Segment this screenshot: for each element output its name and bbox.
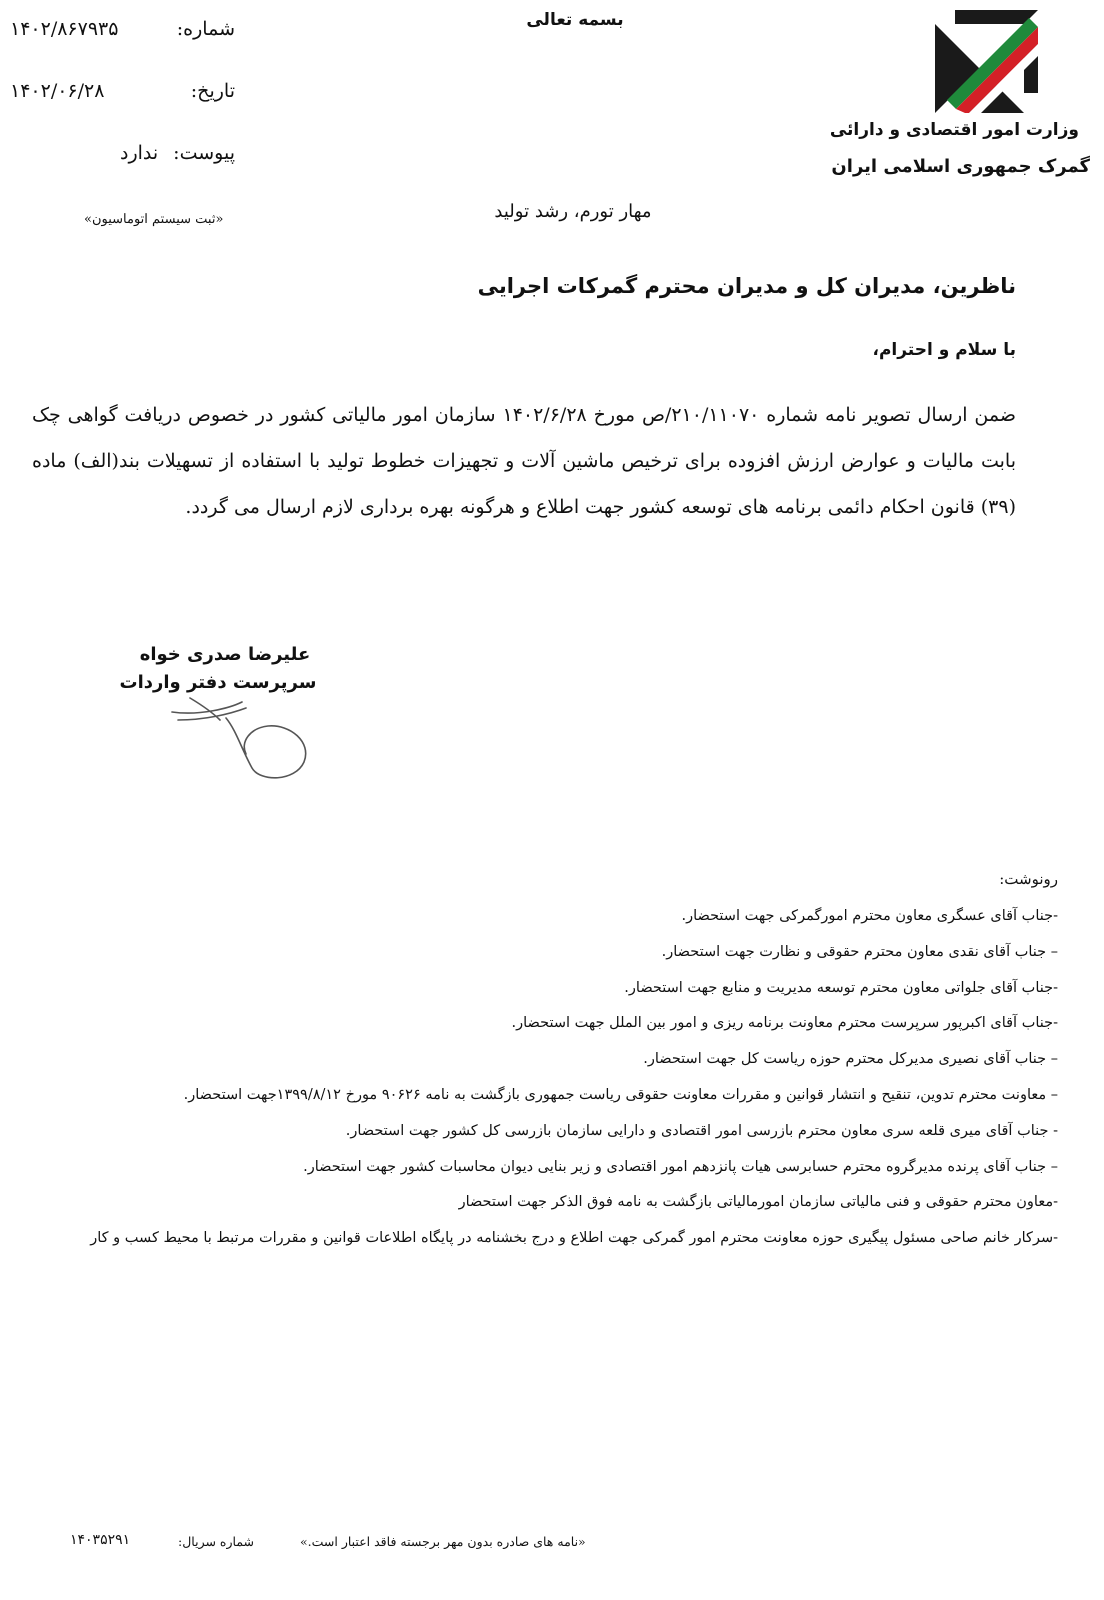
cc-item: - جناب آقای میری قلعه سری معاون محترم بازرسی امور اقتصادی و دارایی سازمان بازرسی کل کشور جهت استحضار. <box>345 1122 1058 1139</box>
letter-date-label: تاریخ: <box>190 80 235 102</box>
attachment-value: ندارد <box>120 142 159 164</box>
handwritten-signature-icon <box>160 690 320 785</box>
attachment-label: پیوست: <box>173 142 235 164</box>
cc-list <box>38 900 1058 1258</box>
cc-item: -جناب آقای جلواتی معاون محترم توسعه مدیریت و منابع جهت استحضار. <box>624 979 1058 996</box>
automation-registration-note: «ثبت سیستم اتوماسیون» <box>84 212 224 227</box>
letter-number-row <box>10 18 235 40</box>
bismillah-heading: بسمه تعالی <box>526 10 624 30</box>
year-slogan: مهار تورم، رشد تولید <box>494 201 652 222</box>
letter-date-value: ۱۴۰۲/۰۶/۲۸ <box>10 80 105 102</box>
serial-number-label: شماره سریال: <box>178 1534 255 1549</box>
customs-logo-icon <box>929 4 1044 119</box>
signer-name: علیرضا صدری خواه <box>139 644 311 665</box>
cc-item: – معاونت محترم تدوین، تنقیح و انتشار قوانین و مقررات معاونت حقوقی ریاست جمهوری بازگشت به نامه ۹۰۶۲۶ مورخ ۱۳۹۹/۸/۱۲جهت استحضار. <box>183 1086 1058 1103</box>
letter-date-row <box>10 80 235 102</box>
attachment-row <box>10 142 235 164</box>
cc-heading: رونوشت: <box>999 870 1058 888</box>
customs-name: گمرک جمهوری اسلامی ایران <box>831 156 1090 177</box>
footer-validity-note: «نامه های صادره بدون مهر برجسته فاقد اعتبار است.» <box>300 1534 586 1549</box>
addressee: ناظرین، مدیران کل و مدیران محترم گمرکات اجرایی <box>477 274 1016 298</box>
cc-item: – جناب آقای نصیری مدیرکل محترم حوزه ریاست کل جهت استحضار. <box>643 1051 1058 1068</box>
cc-item: – جناب آقای پرنده مدیرگروه محترم حسابرسی هیات پانزدهم امور اقتصادی و زیر بنایی دیوان محاسبات کشور جهت استحضار. <box>303 1158 1058 1175</box>
letter-number-label: شماره: <box>176 18 235 40</box>
serial-number-value: ۱۴۰۳۵۲۹۱ <box>70 1532 131 1548</box>
signer-title: سرپرست دفتر واردات <box>119 672 317 693</box>
cc-item: -جناب آقای عسگری معاون محترم امورگمرکی جهت استحضار. <box>681 908 1058 924</box>
cc-item: – جناب آقای نقدی معاون محترم حقوقی و نظارت جهت استحضار. <box>661 943 1058 960</box>
letter-body: ضمن ارسال تصویر نامه شماره ۲۱۰/۱۱۰۷۰/ص مورخ ۱۴۰۲/۶/۲۸ سازمان امور مالیاتی کشور در خصوص دریافت گواهی چک بابت مالیات و عوارض ارزش افزوده برای ترخیص ماشین آلات و تجهیزات خطوط تولید با استفاده از تسهیلات بند(الف) ماده (۳۹) قانون احکام دائمی برنامه های توسعه کشور جهت اطلاع و هرگونه بهره برداری لازم ارسال می گردد. <box>32 404 1016 518</box>
ministry-name: وزارت امور اقتصادی و دارائی <box>829 120 1079 140</box>
cc-item: -معاون محترم حقوقی و فنی مالیاتی سازمان امورمالیاتی بازگشت به نامه فوق الذکر جهت استحضار <box>458 1194 1058 1211</box>
cc-item: -جناب آقای اکبرپور سرپرست محترم معاونت برنامه ریزی و امور بین الملل جهت استحضار. <box>511 1015 1058 1032</box>
cc-item: -سرکار خانم صاحی مسئول پیگیری حوزه معاونت محترم امور گمرکی جهت اطلاع و درج بخشنامه در پایگاه اطلاعات قوانین و مقررات مرتبط با محیط کسب و کار <box>90 1230 1058 1247</box>
letter-number-value: ۱۴۰۲/۸۶۷۹۳۵ <box>10 18 119 40</box>
greeting: با سلام و احترام، <box>872 340 1016 360</box>
